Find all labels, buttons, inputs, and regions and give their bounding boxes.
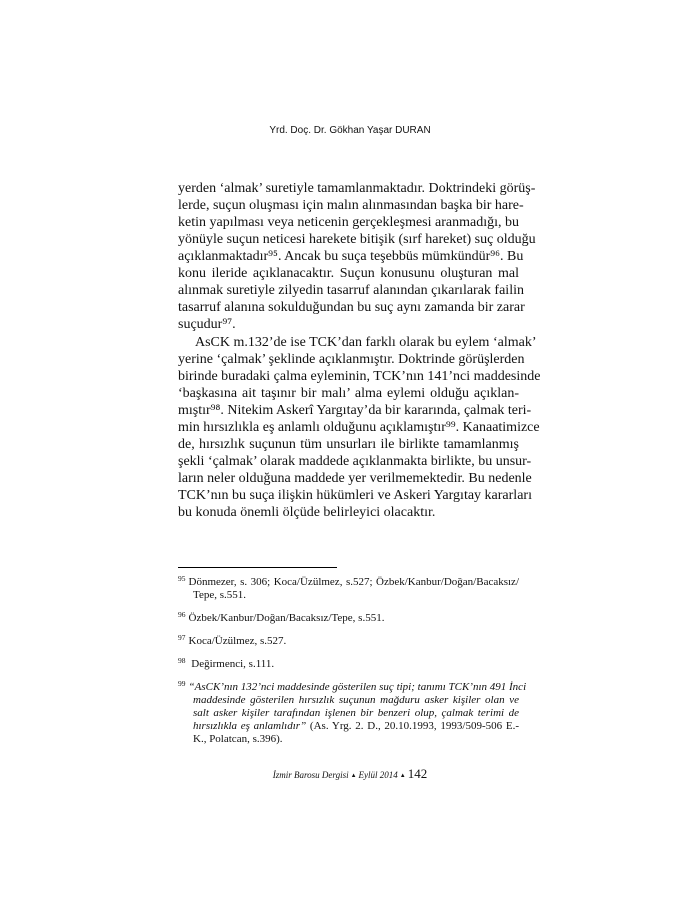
text-line: yönüyle suçun neticesi harekete bitişik (sırf hareket) suç olduğu — [178, 232, 536, 247]
text-line: ların neler olduğuna maddede yer verilmemektedir. Bu nedenle — [178, 471, 532, 486]
text-line: bu konuda önemli ölçüde belirleyici olacaktır. — [178, 505, 436, 520]
text-line: yerden ‘almak’ suretiyle tamamlanmaktadır. Doktrindeki görüş- — [178, 181, 536, 196]
text-line: şekli ‘çalmak’ olarak maddede açıklanmakta birlikte, bu unsur- — [178, 454, 532, 469]
footnote-number: 95 — [178, 574, 186, 583]
footnote-number: 99 — [178, 679, 186, 688]
text-line: tasarruf alanına sokulduğundan bu suç aynı zamanda bir zarar — [178, 300, 525, 315]
text-line: suçudur⁹⁷. — [178, 317, 236, 332]
triangle-separator-icon: ▲ — [399, 773, 406, 779]
triangle-separator-icon: ▲ — [350, 773, 357, 779]
footnote-quote: hırsızlıkla eş anlamlıdır” — [193, 720, 307, 732]
paragraph-1 — [178, 180, 536, 333]
footnote-text: Değirmenci, s.111. — [191, 658, 275, 670]
footnote-text: Dönmezer, s. 306; Koca/Üzülmez, s.527; Özbek/Kanbur/Doğan/Bacaksız/ — [188, 576, 519, 588]
footnote-98 — [178, 654, 519, 671]
footnote-text: K., Polatcan, s.396). — [193, 733, 283, 745]
footnote-number: 96 — [178, 610, 186, 619]
footnote-99 — [178, 677, 527, 746]
text-line: AsCK m.132’de ise TCK’dan farklı olarak bu eylem ‘almak’ — [195, 335, 537, 350]
footnote-number: 98 — [178, 656, 186, 665]
text-line: yerine ‘çalmak’ şeklinde açıklanmıştır. Doktrinde görüşlerden — [178, 352, 525, 367]
journal-name: İzmir Barosu Dergisi — [272, 770, 349, 780]
text-line: lerde, suçun oluşması için malın alınmasından başka bir hare- — [178, 198, 524, 213]
footnote-96 — [178, 608, 519, 625]
footnote-text: salt asker kişiler tarafından işlenen bir benzeri olup, çalmak terimi de — [193, 707, 519, 719]
footnote-97 — [178, 631, 519, 648]
paragraph-2 — [178, 334, 541, 521]
text-line: açıklanmaktadır⁹⁵. Ancak bu suça teşebbüs mümkündür⁹⁶. Bu — [178, 249, 524, 264]
footnotes — [178, 572, 527, 752]
footnote-text: maddesinde gösterilen hırsızlık suçunun mağduru asker kişiler olan ve — [193, 694, 519, 706]
footnote-text: “AsCK’nın 132’nci maddesinde gösterilen suç tipi; tanımı TCK’nın 491 İnci — [188, 681, 527, 693]
running-header: Yrd. Doç. Dr. Gökhan Yaşar DURAN — [269, 125, 431, 136]
footnote-text: Özbek/Kanbur/Doğan/Bacaksız/Tepe, s.551. — [188, 612, 385, 624]
text-line: de, hırsızlık suçunun tüm unsurları ile birlikte tamamlanmış — [178, 437, 519, 452]
page-number: 142 — [407, 766, 428, 781]
footnote-number: 97 — [178, 633, 186, 642]
footnote-95 — [178, 572, 519, 602]
text-line: ketin yapılması veya neticenin gerçekleşmesi aranmadığı, bu — [178, 215, 519, 230]
issue-date: Eylül 2014 — [358, 770, 398, 780]
text-line: birinde buradaki çalma eyleminin, TCK’nın 141’nci maddesinde — [178, 369, 541, 384]
footnote-citation: (As. Yrg. 2. D., 20.10.1993, 1993/509-506 E.- — [306, 720, 519, 732]
text-line: konu ileride açıklanacaktır. Suçun konusunu oluşturan mal — [178, 266, 519, 281]
text-line: alınmak suretiyle zilyedin tasarruf alanından çıkarılarak failin — [178, 283, 524, 298]
text-line: ‘başkasına ait taşınır bir malı’ alma eylemi olduğu açıklan- — [178, 386, 519, 401]
footnote-text: Tepe, s.551. — [193, 589, 246, 601]
text-line: TCK’nın bu suça ilişkin hükümleri ve Askeri Yargıtay kararları — [178, 488, 532, 503]
page-footer — [0, 766, 700, 782]
text-line: mıştır⁹⁸. Nitekim Askerî Yargıtay’da bir kararında, çalmak teri- — [178, 403, 532, 418]
footnote-separator — [178, 567, 337, 568]
text-line: min hırsızlıkla eş anlamlı olduğunu açıklamıştır⁹⁹. Kanaatimizce — [178, 420, 540, 435]
footnote-text: Koca/Üzülmez, s.527. — [188, 635, 287, 647]
